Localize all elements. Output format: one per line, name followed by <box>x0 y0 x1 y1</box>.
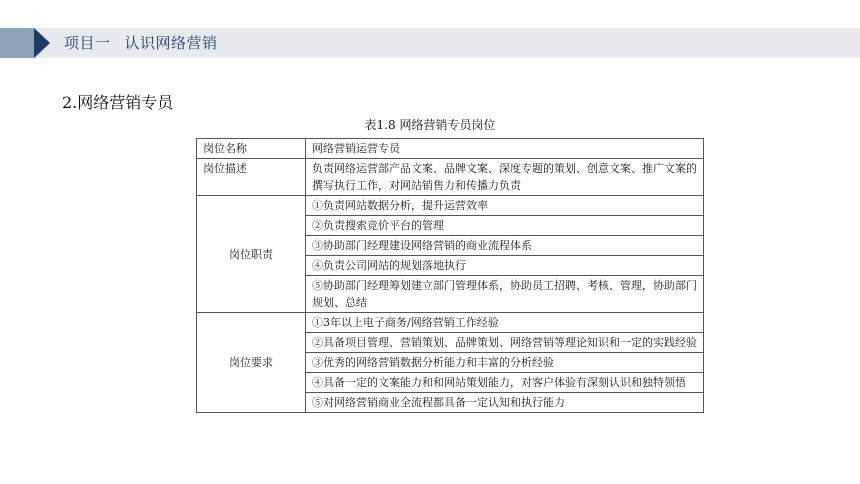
duties-label-cell: 岗位职责 <box>197 196 306 313</box>
header-accent-block <box>0 28 34 58</box>
duty-item: ④负责公司网站的规划落地执行 <box>306 256 704 276</box>
header-project-label: 项目一 <box>64 34 111 52</box>
duty-item: ②负责搜索竞价平台的管理 <box>306 216 704 236</box>
job-table <box>196 138 704 413</box>
desc-value-cell: 负责网络运营部产品文案、品牌文案、深度专题的策划、创意文案、推广文案的撰写执行工作，对网站销售力和传播力负责 <box>306 159 704 196</box>
req-label-cell: 岗位要求 <box>197 313 306 413</box>
table-caption: 表1.8 网络营销专员岗位 <box>364 118 496 132</box>
requirement-item: ④具备一定的文案能力和和网站策划能力，对客户体验有深刻认识和独特领悟 <box>306 373 704 393</box>
table-row-name <box>197 139 704 159</box>
table-row-desc <box>197 159 704 196</box>
header-title-text: 认识网络营销 <box>124 34 218 52</box>
section-title: 2.网络营销专员 <box>62 93 174 112</box>
header-title <box>64 31 218 55</box>
table-row-req <box>197 313 704 333</box>
header-chevron-icon <box>34 28 50 58</box>
name-label-cell: 岗位名称 <box>197 139 306 159</box>
name-value-cell: 网络营销运营专员 <box>306 139 704 159</box>
requirement-item: ①3年以上电子商务/网络营销工作经验 <box>306 313 704 333</box>
duty-item: ③协助部门经理建设网络营销的商业流程体系 <box>306 236 704 256</box>
table-row-duty <box>197 196 704 216</box>
requirement-item: ②具备项目管理、营销策划、品牌策划、网络营销等理论知识和一定的实践经验 <box>306 333 704 353</box>
duty-item: ①负责网站数据分析，提升运营效率 <box>306 196 704 216</box>
requirement-item: ⑤对网络营销商业全流程都具备一定认知和执行能力 <box>306 393 704 413</box>
duty-item: ⑤协助部门经理筹划建立部门管理体系，协助员工招聘、考核、管理，协助部门规划、总结 <box>306 276 704 313</box>
requirement-item: ③优秀的网络营销数据分析能力和丰富的分析经验 <box>306 353 704 373</box>
desc-label-cell: 岗位描述 <box>197 159 306 196</box>
